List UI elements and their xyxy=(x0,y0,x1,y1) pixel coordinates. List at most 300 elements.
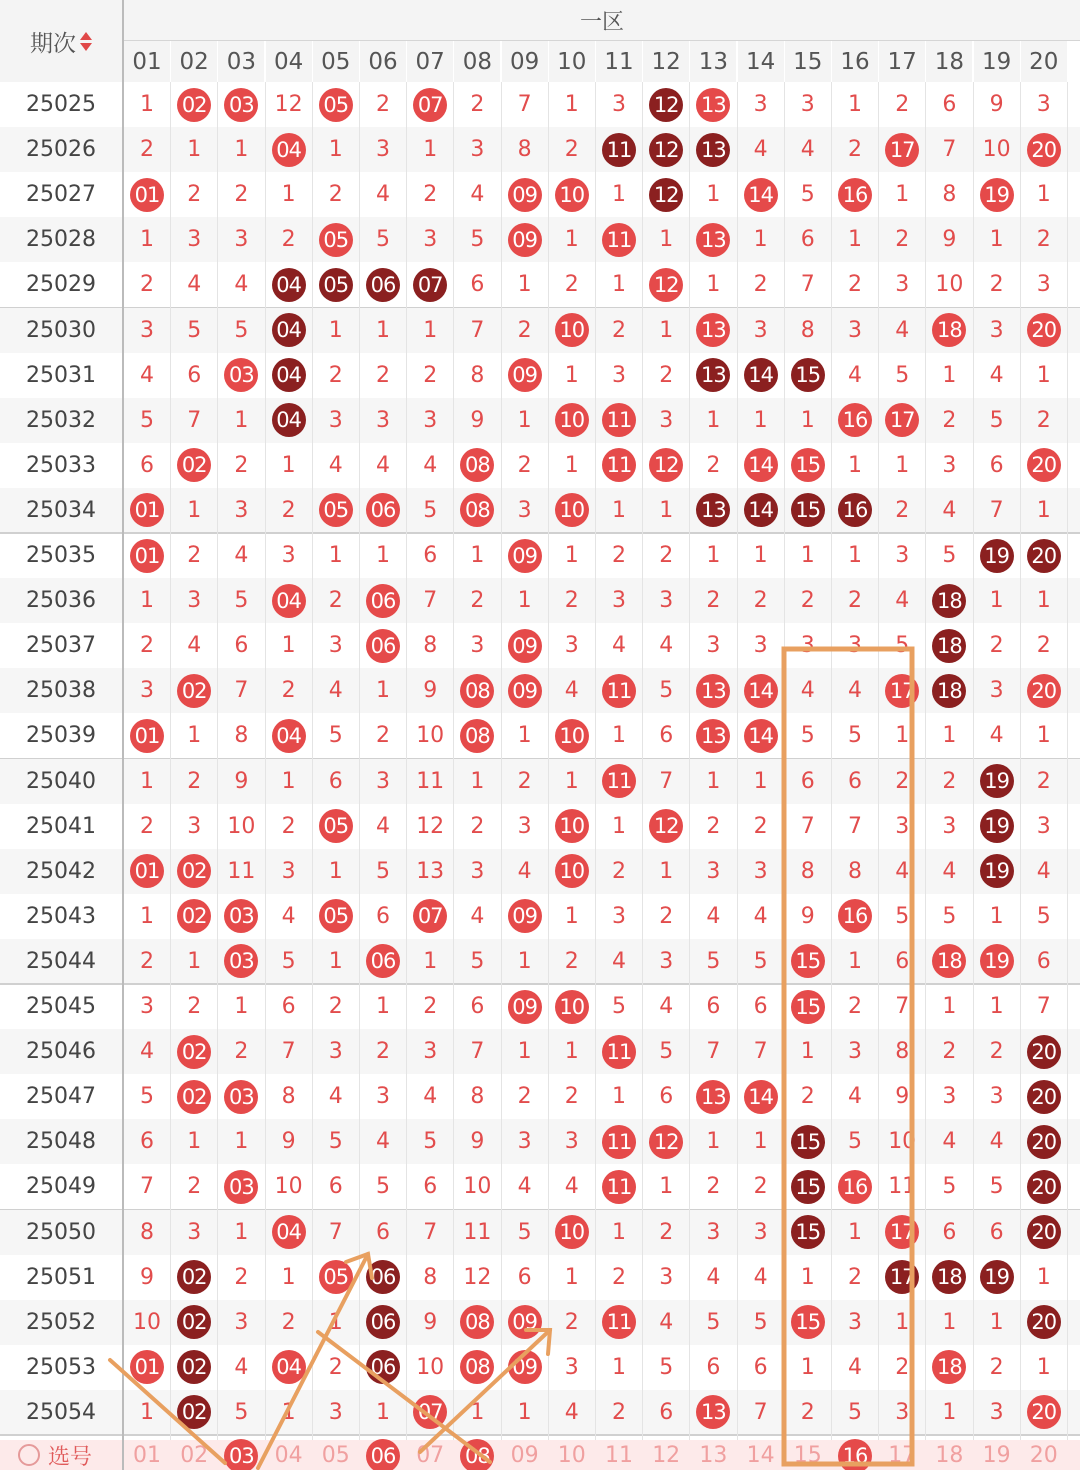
miss-count-cell: 5 xyxy=(989,1174,1004,1200)
issue-number: 25044 xyxy=(26,948,96,974)
miss-count-cell: 1 xyxy=(612,1219,626,1245)
miss-count-cell: 7 xyxy=(470,1039,485,1065)
miss-count-cell: 4 xyxy=(470,903,485,929)
miss-count-cell: 2 xyxy=(140,948,154,974)
miss-count-cell: 1 xyxy=(281,182,296,208)
miss-count-cell: 3 xyxy=(800,92,815,117)
miss-count-cell: 3 xyxy=(234,227,249,253)
drawn-number-ball: 17 xyxy=(885,1260,919,1294)
pick-number-19[interactable]: 19 xyxy=(982,1442,1011,1468)
drawn-number-ball: 11 xyxy=(602,764,636,798)
drawn-number-ball: 10 xyxy=(555,809,589,843)
miss-count-cell: 6 xyxy=(376,1219,390,1245)
miss-count-cell: 4 xyxy=(989,723,1004,749)
miss-count-cell: 5 xyxy=(895,362,910,388)
issue-number: 25045 xyxy=(26,994,96,1019)
miss-count-cell: 3 xyxy=(753,317,768,343)
pick-number-02[interactable]: 02 xyxy=(180,1442,209,1468)
miss-count-cell: 5 xyxy=(706,948,721,974)
miss-count-cell: 2 xyxy=(895,92,910,117)
miss-count-cell: 2 xyxy=(800,588,815,614)
pick-number-14[interactable]: 14 xyxy=(746,1442,775,1468)
drawn-number-ball: 10 xyxy=(555,719,589,753)
miss-count-cell: 1 xyxy=(942,723,957,749)
miss-count-cell: 2 xyxy=(1036,407,1051,433)
drawn-number-ball: 05 xyxy=(319,493,353,527)
miss-count-cell: 1 xyxy=(140,903,154,929)
miss-count-cell: 2 xyxy=(517,317,532,343)
miss-count-cell: 8 xyxy=(848,858,862,884)
miss-count-cell: 6 xyxy=(659,723,674,749)
miss-count-cell: 4 xyxy=(753,1264,768,1290)
drawn-number-ball: 18 xyxy=(932,944,966,978)
miss-count-cell: 6 xyxy=(942,1219,957,1245)
miss-count-cell: 5 xyxy=(706,1309,721,1335)
miss-count-cell: 1 xyxy=(140,1399,154,1425)
issue-number: 25040 xyxy=(26,768,96,794)
miss-count-cell: 1 xyxy=(470,1399,485,1425)
miss-count-cell: 4 xyxy=(423,452,438,478)
miss-count-cell: 2 xyxy=(942,1039,957,1065)
issue-number: 25046 xyxy=(26,1039,96,1065)
miss-count-cell: 1 xyxy=(800,407,815,433)
drawn-number-ball: 13 xyxy=(696,719,730,753)
selected-number-ball[interactable]: 16 xyxy=(838,1439,872,1470)
drawn-number-ball: 04 xyxy=(272,133,306,167)
issue-number: 25048 xyxy=(26,1129,96,1155)
miss-count-cell: 4 xyxy=(753,903,768,929)
miss-count-cell: 6 xyxy=(140,452,154,478)
miss-count-cell: 1 xyxy=(612,1354,626,1380)
miss-count-cell: 1 xyxy=(659,227,674,253)
miss-count-cell: 4 xyxy=(423,1084,438,1110)
pick-number-13[interactable]: 13 xyxy=(699,1442,728,1468)
drawn-number-ball: 19 xyxy=(980,809,1014,843)
miss-count-cell: 2 xyxy=(659,362,674,388)
miss-count-cell: 6 xyxy=(659,1399,674,1425)
miss-count-cell: 11 xyxy=(227,858,256,884)
miss-count-cell: 1 xyxy=(753,227,768,253)
miss-count-cell: 11 xyxy=(888,1174,917,1200)
drawn-number-ball: 11 xyxy=(602,223,636,257)
miss-count-cell: 2 xyxy=(423,182,438,208)
miss-count-cell: 3 xyxy=(895,813,910,839)
miss-count-cell: 5 xyxy=(753,948,768,974)
miss-count-cell: 9 xyxy=(989,92,1004,117)
miss-count-cell: 3 xyxy=(470,858,485,884)
drawn-number-ball: 03 xyxy=(224,944,258,978)
drawn-number-ball: 12 xyxy=(649,809,683,843)
drawn-number-ball: 16 xyxy=(838,1170,872,1204)
zone-header: 一区 xyxy=(124,0,1080,41)
miss-count-cell: 2 xyxy=(753,813,768,839)
pick-number-01[interactable]: 01 xyxy=(133,1442,161,1468)
miss-count-cell: 1 xyxy=(612,182,626,208)
drawn-number-ball: 18 xyxy=(932,584,966,618)
miss-count-cell: 7 xyxy=(140,1174,154,1200)
miss-count-cell: 8 xyxy=(423,633,438,659)
drawn-number-ball: 13 xyxy=(696,493,730,527)
miss-count-cell: 2 xyxy=(989,272,1004,298)
miss-count-cell: 7 xyxy=(706,1039,721,1065)
miss-count-cell: 10 xyxy=(227,813,256,839)
miss-count-cell: 8 xyxy=(895,1039,910,1065)
drawn-number-ball: 20 xyxy=(1027,1170,1061,1204)
drawn-number-ball: 18 xyxy=(932,1260,966,1294)
miss-count-cell: 1 xyxy=(612,723,626,749)
miss-count-cell: 5 xyxy=(328,723,343,749)
miss-count-cell: 4 xyxy=(328,1084,343,1110)
column-header-03: 03 xyxy=(218,41,264,82)
pick-number-05[interactable]: 05 xyxy=(321,1442,350,1468)
miss-count-cell: 2 xyxy=(1036,768,1051,794)
drawn-number-ball: 06 xyxy=(366,584,400,618)
miss-count-cell: 1 xyxy=(328,858,343,884)
miss-count-cell: 4 xyxy=(895,858,910,884)
drawn-number-ball: 02 xyxy=(177,1395,211,1429)
miss-count-cell: 6 xyxy=(706,994,721,1019)
miss-count-cell: 1 xyxy=(1036,497,1051,523)
drawn-number-ball: 09 xyxy=(508,990,542,1024)
issue-number: 25054 xyxy=(26,1399,96,1425)
miss-count-cell: 3 xyxy=(517,813,532,839)
pick-number-12[interactable]: 12 xyxy=(652,1442,681,1468)
miss-count-cell: 2 xyxy=(187,1174,202,1200)
miss-count-cell: 1 xyxy=(187,1129,202,1155)
miss-count-cell: 7 xyxy=(989,497,1004,523)
pick-number-18[interactable]: 18 xyxy=(935,1442,964,1468)
miss-count-cell: 1 xyxy=(895,182,910,208)
miss-count-cell: 4 xyxy=(234,272,249,298)
pick-number-17[interactable]: 17 xyxy=(888,1442,917,1468)
miss-count-cell: 1 xyxy=(706,543,721,568)
miss-count-cell: 9 xyxy=(140,1264,154,1290)
drawn-number-ball: 02 xyxy=(177,88,211,122)
miss-count-cell: 7 xyxy=(895,994,910,1019)
miss-count-cell: 6 xyxy=(753,1354,768,1380)
pick-number-11[interactable]: 11 xyxy=(605,1442,633,1468)
miss-count-cell: 1 xyxy=(234,994,249,1019)
miss-count-cell: 1 xyxy=(376,317,390,343)
pick-number-09[interactable]: 09 xyxy=(510,1442,539,1468)
drawn-number-ball: 02 xyxy=(177,1260,211,1294)
drawn-number-ball: 15 xyxy=(791,1125,825,1159)
miss-count-cell: 2 xyxy=(895,497,910,523)
miss-count-cell: 5 xyxy=(517,1219,532,1245)
drawn-number-ball: 19 xyxy=(980,944,1014,978)
drawn-number-ball: 12 xyxy=(649,268,683,302)
miss-count-cell: 1 xyxy=(564,543,579,568)
miss-count-cell: 1 xyxy=(328,317,343,343)
drawn-number-ball: 20 xyxy=(1027,539,1061,573)
miss-count-cell: 3 xyxy=(659,948,674,974)
miss-count-cell: 2 xyxy=(564,1084,579,1110)
miss-count-cell: 1 xyxy=(564,1264,579,1290)
miss-count-cell: 5 xyxy=(659,1354,674,1380)
drawn-number-ball: 20 xyxy=(1027,1215,1061,1249)
drawn-number-ball: 11 xyxy=(602,674,636,708)
miss-count-cell: 4 xyxy=(140,1039,154,1065)
pick-number-20[interactable]: 20 xyxy=(1029,1442,1058,1468)
drawn-number-ball: 17 xyxy=(885,133,919,167)
miss-count-cell: 12 xyxy=(274,92,303,117)
miss-count-cell: 10 xyxy=(133,1309,161,1335)
miss-count-cell: 2 xyxy=(564,948,579,974)
miss-count-cell: 3 xyxy=(423,1039,438,1065)
miss-count-cell: 2 xyxy=(706,588,721,614)
miss-count-cell: 1 xyxy=(564,452,579,478)
drawn-number-ball: 01 xyxy=(130,719,164,753)
miss-count-cell: 4 xyxy=(376,1129,390,1155)
miss-count-cell: 2 xyxy=(895,227,910,253)
miss-count-cell: 2 xyxy=(848,1264,862,1290)
drawn-number-ball: 09 xyxy=(508,358,542,392)
miss-count-cell: 7 xyxy=(753,1399,768,1425)
drawn-number-ball: 20 xyxy=(1027,1305,1061,1339)
miss-count-cell: 3 xyxy=(895,543,910,568)
miss-count-cell: 1 xyxy=(564,362,579,388)
miss-count-cell: 3 xyxy=(848,1309,862,1335)
miss-count-cell: 4 xyxy=(234,543,249,568)
miss-count-cell: 3 xyxy=(942,452,957,478)
miss-count-cell: 2 xyxy=(848,272,862,298)
miss-count-cell: 1 xyxy=(706,182,721,208)
miss-count-cell: 7 xyxy=(753,1039,768,1065)
miss-count-cell: 3 xyxy=(423,227,438,253)
miss-count-cell: 7 xyxy=(470,317,485,343)
miss-count-cell: 2 xyxy=(800,1399,815,1425)
drawn-number-ball: 04 xyxy=(272,584,306,618)
miss-count-cell: 1 xyxy=(376,543,390,568)
miss-count-cell: 2 xyxy=(612,543,626,568)
drawn-number-ball: 10 xyxy=(555,1215,589,1249)
miss-count-cell: 2 xyxy=(187,182,202,208)
miss-count-cell: 1 xyxy=(1036,723,1051,749)
miss-count-cell: 1 xyxy=(942,1309,957,1335)
miss-count-cell: 4 xyxy=(706,903,721,929)
drawn-number-ball: 09 xyxy=(508,178,542,212)
drawn-number-ball: 07 xyxy=(413,268,447,302)
drawn-number-ball: 13 xyxy=(696,133,730,167)
miss-count-cell: 3 xyxy=(328,1039,343,1065)
miss-count-cell: 6 xyxy=(376,903,390,929)
miss-count-cell: 4 xyxy=(612,948,626,974)
miss-count-cell: 3 xyxy=(187,227,202,253)
column-header-06: 06 xyxy=(360,41,406,82)
miss-count-cell: 2 xyxy=(989,1039,1004,1065)
miss-count-cell: 9 xyxy=(423,1309,438,1335)
drawn-number-ball: 12 xyxy=(649,178,683,212)
drawn-number-ball: 10 xyxy=(555,854,589,888)
miss-count-cell: 2 xyxy=(376,723,390,749)
miss-count-cell: 3 xyxy=(753,92,768,117)
miss-count-cell: 3 xyxy=(612,92,626,117)
miss-count-cell: 2 xyxy=(234,1264,249,1290)
drawn-number-ball: 11 xyxy=(602,1125,636,1159)
miss-count-cell: 2 xyxy=(234,1039,249,1065)
drawn-number-ball: 02 xyxy=(177,854,211,888)
drawn-number-ball: 01 xyxy=(130,178,164,212)
miss-count-cell: 2 xyxy=(281,497,296,523)
drawn-number-ball: 13 xyxy=(696,358,730,392)
miss-count-cell: 1 xyxy=(517,407,532,433)
drawn-number-ball: 04 xyxy=(272,403,306,437)
annotation-rectangle xyxy=(784,649,912,1464)
selected-number-ball[interactable]: 06 xyxy=(366,1439,400,1470)
miss-count-cell: 3 xyxy=(612,903,626,929)
drawn-number-ball: 14 xyxy=(744,448,778,482)
miss-count-cell: 5 xyxy=(281,948,296,974)
miss-count-cell: 4 xyxy=(659,1309,674,1335)
miss-count-cell: 2 xyxy=(423,994,438,1019)
miss-count-cell: 9 xyxy=(423,678,438,704)
miss-count-cell: 5 xyxy=(376,227,390,253)
drawn-number-ball: 20 xyxy=(1027,448,1061,482)
drawn-number-ball: 08 xyxy=(460,674,494,708)
drawn-number-ball: 08 xyxy=(460,448,494,482)
miss-count-cell: 8 xyxy=(800,317,815,343)
miss-count-cell: 4 xyxy=(281,903,296,929)
issue-number: 25039 xyxy=(26,723,96,749)
miss-count-cell: 3 xyxy=(470,633,485,659)
miss-count-cell: 9 xyxy=(470,407,485,433)
miss-count-cell: 4 xyxy=(564,1399,579,1425)
drawn-number-ball: 06 xyxy=(366,268,400,302)
miss-count-cell: 9 xyxy=(234,768,249,794)
drawn-number-ball: 04 xyxy=(272,719,306,753)
miss-count-cell: 1 xyxy=(564,903,579,929)
miss-count-cell: 3 xyxy=(848,1039,862,1065)
drawn-number-ball: 02 xyxy=(177,1080,211,1114)
miss-count-cell: 1 xyxy=(1036,182,1051,208)
miss-count-cell: 2 xyxy=(328,994,343,1019)
miss-count-cell: 2 xyxy=(328,588,343,614)
pick-number-10[interactable]: 10 xyxy=(557,1442,586,1468)
drawn-number-ball: 14 xyxy=(744,358,778,392)
issue-number: 25052 xyxy=(26,1309,96,1335)
miss-count-cell: 2 xyxy=(848,588,862,614)
selected-number-ball[interactable]: 03 xyxy=(224,1439,258,1470)
miss-count-cell: 1 xyxy=(281,768,296,794)
drawn-number-ball: 17 xyxy=(885,674,919,708)
miss-count-cell: 5 xyxy=(140,407,154,433)
miss-count-cell: 8 xyxy=(470,1084,485,1110)
pick-number-04[interactable]: 04 xyxy=(274,1442,303,1468)
miss-count-cell: 2 xyxy=(470,813,485,839)
drawn-number-ball: 08 xyxy=(460,1350,494,1384)
miss-count-cell: 3 xyxy=(942,1084,957,1110)
miss-count-cell: 4 xyxy=(848,1084,862,1110)
miss-count-cell: 6 xyxy=(470,272,485,298)
arrow-line-2 xyxy=(258,1254,368,1468)
drawn-number-ball: 19 xyxy=(980,854,1014,888)
issue-number: 25043 xyxy=(26,903,96,929)
miss-count-cell: 5 xyxy=(328,1129,343,1155)
miss-count-cell: 4 xyxy=(895,588,910,614)
issue-number: 25053 xyxy=(26,1354,96,1380)
miss-count-cell: 4 xyxy=(753,137,768,163)
miss-count-cell: 3 xyxy=(564,1129,579,1155)
drawn-number-ball: 20 xyxy=(1027,313,1061,347)
pick-number-07[interactable]: 07 xyxy=(416,1442,445,1468)
drawn-number-ball: 02 xyxy=(177,1350,211,1384)
miss-count-cell: 4 xyxy=(328,678,343,704)
drawn-number-ball: 13 xyxy=(696,313,730,347)
miss-count-cell: 7 xyxy=(517,92,532,117)
drawn-number-ball: 05 xyxy=(319,88,353,122)
drawn-number-ball: 07 xyxy=(413,1395,447,1429)
miss-count-cell: 5 xyxy=(895,903,910,929)
miss-count-cell: 1 xyxy=(423,948,438,974)
miss-count-cell: 5 xyxy=(376,858,390,884)
miss-count-cell: 2 xyxy=(989,1354,1004,1380)
column-header-12: 12 xyxy=(643,41,689,82)
arrow-line-1 xyxy=(110,1360,225,1463)
miss-count-cell: 1 xyxy=(942,362,957,388)
miss-count-cell: 1 xyxy=(564,92,579,117)
drawn-number-ball: 11 xyxy=(602,1035,636,1069)
miss-count-cell: 4 xyxy=(942,858,957,884)
miss-count-cell: 11 xyxy=(416,768,445,794)
drawn-number-ball: 16 xyxy=(838,403,872,437)
drawn-number-ball: 15 xyxy=(791,358,825,392)
column-header-01: 01 xyxy=(124,41,170,82)
miss-count-cell: 6 xyxy=(328,768,343,794)
miss-count-cell: 3 xyxy=(234,1309,249,1335)
drawn-number-ball: 04 xyxy=(272,313,306,347)
miss-count-cell: 1 xyxy=(989,994,1004,1019)
drawn-number-ball: 12 xyxy=(649,88,683,122)
miss-count-cell: 2 xyxy=(848,994,862,1019)
miss-count-cell: 1 xyxy=(706,1129,721,1155)
miss-count-cell: 2 xyxy=(328,182,343,208)
pick-number-15[interactable]: 15 xyxy=(793,1442,822,1468)
drawn-number-ball: 06 xyxy=(366,1260,400,1294)
miss-count-cell: 1 xyxy=(187,137,202,163)
drawn-number-ball: 20 xyxy=(1027,674,1061,708)
miss-count-cell: 3 xyxy=(942,813,957,839)
miss-count-cell: 4 xyxy=(140,362,154,388)
miss-count-cell: 5 xyxy=(423,1129,438,1155)
miss-count-cell: 5 xyxy=(234,1399,249,1425)
miss-count-cell: 4 xyxy=(517,1174,532,1200)
miss-count-cell: 1 xyxy=(423,317,438,343)
miss-count-cell: 3 xyxy=(376,768,390,794)
miss-count-cell: 1 xyxy=(942,1399,957,1425)
miss-count-cell: 7 xyxy=(1036,994,1051,1019)
miss-count-cell: 5 xyxy=(470,227,485,253)
miss-count-cell: 7 xyxy=(234,678,249,704)
miss-count-cell: 3 xyxy=(706,633,721,659)
miss-count-cell: 3 xyxy=(989,1084,1004,1110)
miss-count-cell: 9 xyxy=(281,1129,296,1155)
miss-count-cell: 10 xyxy=(982,137,1011,163)
miss-count-cell: 4 xyxy=(848,678,862,704)
miss-count-cell: 1 xyxy=(612,497,626,523)
miss-count-cell: 1 xyxy=(281,452,296,478)
drawn-number-ball: 09 xyxy=(508,539,542,573)
miss-count-cell: 6 xyxy=(753,994,768,1019)
miss-count-cell: 10 xyxy=(463,1174,492,1200)
miss-count-cell: 1 xyxy=(234,407,249,433)
miss-count-cell: 2 xyxy=(564,272,579,298)
selected-number-ball[interactable]: 08 xyxy=(460,1439,494,1470)
miss-count-cell: 6 xyxy=(989,452,1004,478)
miss-count-cell: 2 xyxy=(612,1264,626,1290)
miss-count-cell: 1 xyxy=(234,1129,249,1155)
miss-count-cell: 1 xyxy=(612,813,626,839)
miss-count-cell: 2 xyxy=(140,272,154,298)
